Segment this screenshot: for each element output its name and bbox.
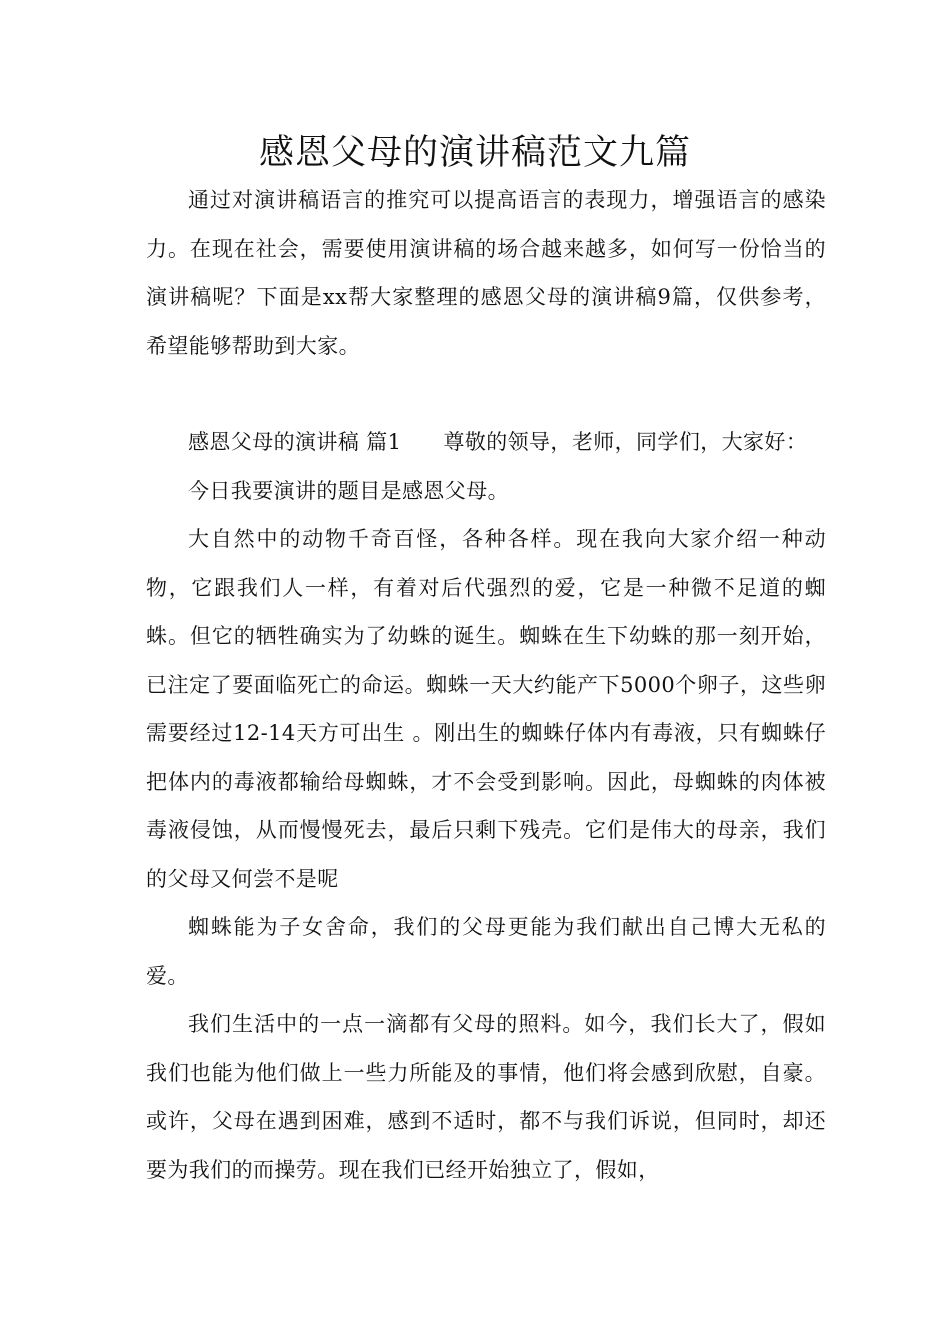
section-greeting: 尊敬的领导，老师，同学们，大家好： [443,430,808,454]
paragraph-gap [146,370,826,418]
document-body [146,176,826,1194]
intro-paragraph: 通过对演讲稿语言的推究可以提高语言的表现力，增强语言的感染力。在现在社会，需要使用演讲稿的场合越来越多，如何写一份恰当的演讲稿呢？下面是xx帮大家整理的感恩父母的演讲稿9篇，仅供参考，希望能够帮助到大家。 [146,188,826,358]
body-paragraph: 我们生活中的一点一滴都有父母的照料。如今，我们长大了，假如我们也能为他们做上一些力所能及的事情，他们将会感到欣慰，自豪。或许，父母在遇到困难，感到不适时，都不与我们诉说，但同时，却还要为我们的而操劳。现在我们已经开始独立了，假如， [146,1012,826,1182]
body-paragraph: 大自然中的动物千奇百怪，各种各样。现在我向大家介绍一种动物，它跟我们人一样，有着对后代强烈的爱，它是一种微不足道的蜘蛛。但它的牺牲确实为了幼蛛的诞生。蜘蛛在生下幼蛛的那一刻开始，已注定了要面临死亡的命运。蜘蛛一天大约能产下5000个卵子，这些卵需要经过12-14天方可出生 。刚出生的蜘蛛仔体内有毒液，只有蜘蛛仔把体内的毒液都输给母蜘蛛，才不会受到影响。因此，母蜘蛛的肉体被毒液侵蚀，从而慢慢死去，最后只剩下残壳。它们是伟大的母亲，我们的父母又何尝不是呢 [146,527,826,891]
document-title: 感恩父母的演讲稿范文九篇 [258,133,691,173]
body-paragraph: 今日我要演讲的题目是感恩父母。 [188,478,509,503]
section-heading: 感恩父母的演讲稿 篇1 [188,430,402,454]
section-heading-line [146,418,826,467]
body-paragraph: 蜘蛛能为子女舍命，我们的父母更能为我们献出自己博大无私的爱。 [146,915,826,988]
